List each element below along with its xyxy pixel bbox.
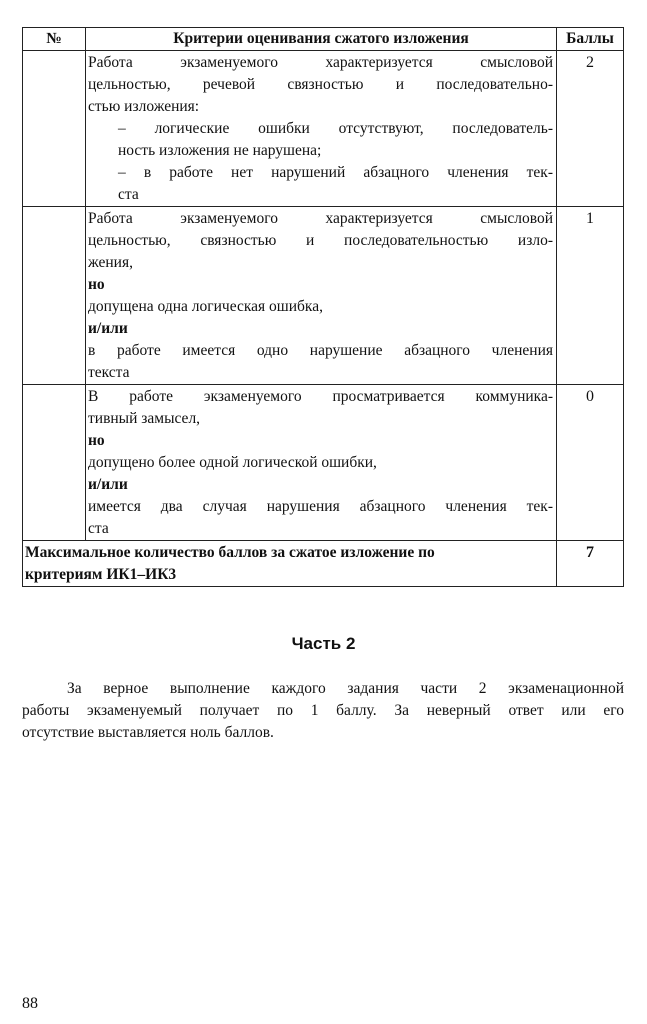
criteria-table <box>22 27 624 587</box>
criteria-line: допущено более одной логической ошибки, <box>88 454 377 471</box>
criteria-row <box>23 385 624 541</box>
criteria-line: в работе имеется одно нарушение абзацного членения <box>88 342 553 359</box>
criteria-line: ста <box>118 186 139 203</box>
paragraph-line: работы экзаменуемый получает по 1 баллу. За неверный ответ или его <box>22 702 624 719</box>
criteria-line: и/или <box>88 320 128 337</box>
criteria-cell <box>86 51 557 207</box>
number-cell <box>23 385 86 541</box>
criteria-line: Работа экзаменуемого характеризуется смысловой <box>88 54 553 71</box>
criteria-line: текста <box>88 364 130 381</box>
summary-line: Максимальное количество баллов за сжатое изложение по <box>25 544 435 561</box>
criteria-row <box>23 207 624 385</box>
criteria-cell <box>86 207 557 385</box>
header-number: № <box>23 28 86 51</box>
criteria-line: – логические ошибки отсутствуют, последователь- <box>118 120 553 137</box>
paragraph-line: За верное выполнение каждого задания части 2 экзаменационной <box>67 680 624 697</box>
criteria-line: тивный замысел, <box>88 410 201 427</box>
score-cell: 2 <box>557 51 624 207</box>
summary-label <box>23 541 557 587</box>
criteria-line: жения, <box>88 254 133 271</box>
criteria-line: но <box>88 432 105 449</box>
criteria-cell <box>86 385 557 541</box>
table-header-row <box>23 28 624 51</box>
summary-row <box>23 541 624 587</box>
summary-line: критериям ИК1–ИК3 <box>25 566 177 583</box>
score-cell: 1 <box>557 207 624 385</box>
criteria-line: но <box>88 276 105 293</box>
page-number: 88 <box>22 995 38 1012</box>
summary-score: 7 <box>557 541 624 587</box>
header-criteria: Критерии оценивания сжатого изложения <box>86 28 557 51</box>
section-heading: Часть 2 <box>291 634 356 653</box>
paragraph-line: отсутствие выставляется ноль баллов. <box>22 724 274 741</box>
number-cell <box>23 207 86 385</box>
number-cell <box>23 51 86 207</box>
criteria-line: ность изложения не нарушена; <box>118 142 322 159</box>
criteria-line: В работе экзаменуемого просматривается коммуника- <box>88 388 553 405</box>
criteria-line: цельностью, связностью и последовательностью изло- <box>88 232 553 249</box>
criteria-line: допущена одна логическая ошибка, <box>88 298 323 315</box>
criteria-line: и/или <box>88 476 128 493</box>
criteria-line: стью изложения: <box>88 98 200 115</box>
score-cell: 0 <box>557 385 624 541</box>
section-paragraph <box>22 678 624 744</box>
criteria-line: имеется два случая нарушения абзацного членения тек- <box>88 498 553 515</box>
criteria-line: цельностью, речевой связностью и последовательно- <box>88 76 553 93</box>
criteria-line: – в работе нет нарушений абзацного членения тек- <box>118 164 553 181</box>
criteria-line: ста <box>88 520 109 537</box>
header-score: Баллы <box>557 28 624 51</box>
criteria-row <box>23 51 624 207</box>
criteria-line: Работа экзаменуемого характеризуется смысловой <box>88 210 553 227</box>
